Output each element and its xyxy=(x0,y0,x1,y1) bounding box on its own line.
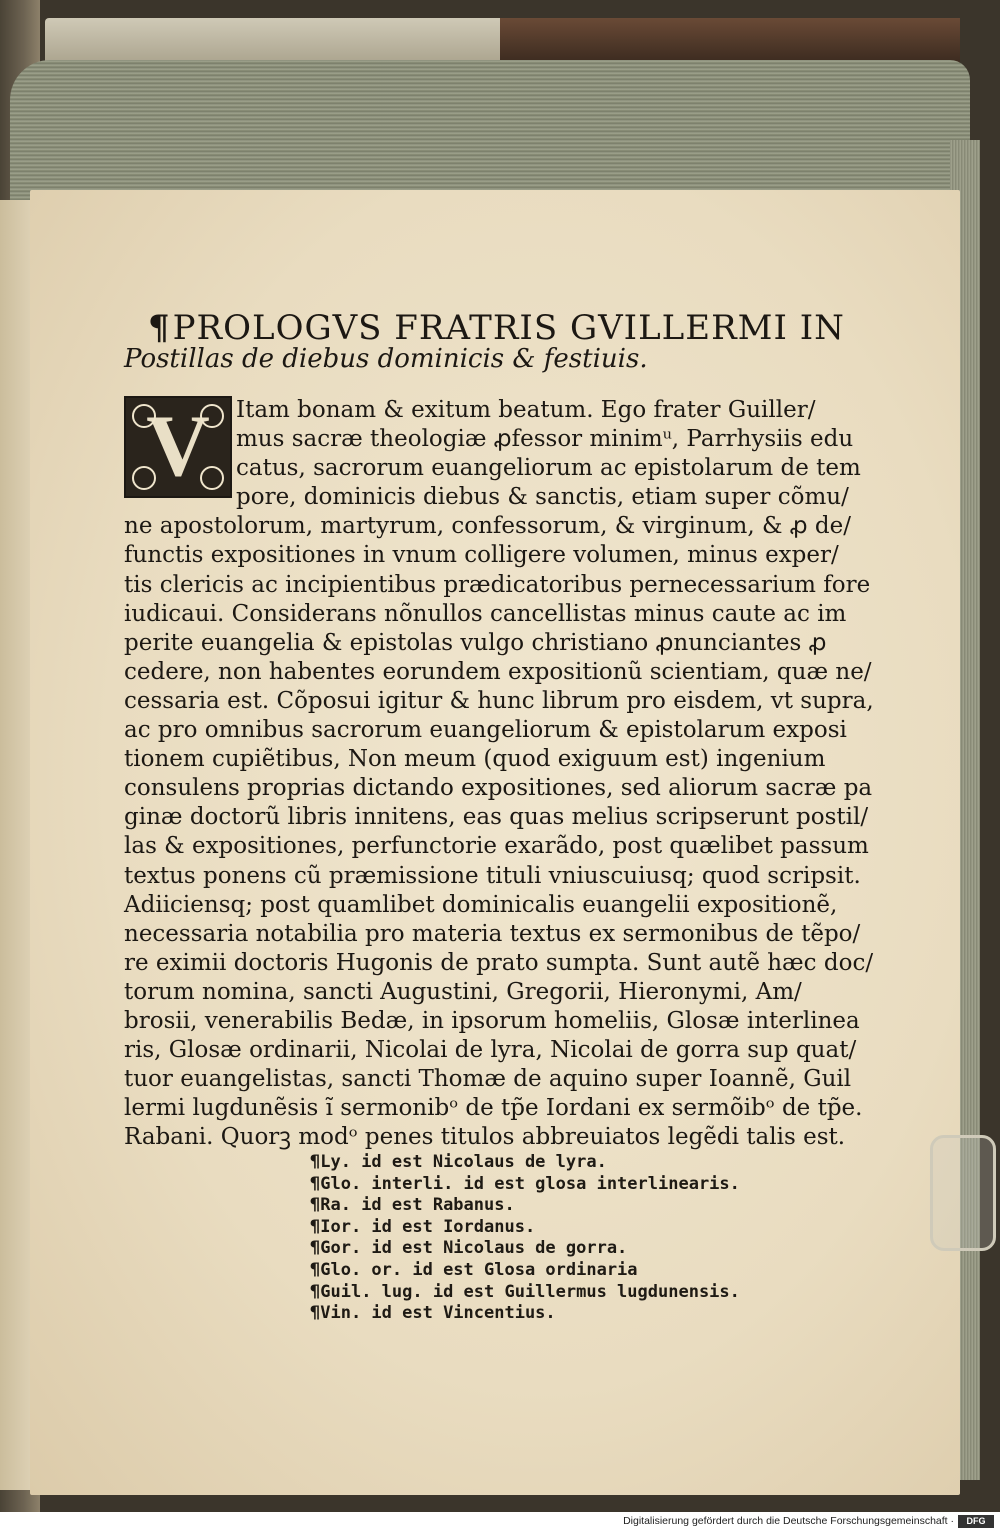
initial-letter: V xyxy=(146,398,210,495)
text-line: consulens proprias dictando expositiones, sed aliorum sacræ pa xyxy=(124,775,873,802)
text-line: ac pro omnibus sacrorum euangeliorum & epistolarum exposi xyxy=(124,717,847,744)
text-line: tuor euangelistas, sancti Thomæ de aquino super Ioannẽ, Guil xyxy=(124,1066,852,1093)
text-line: tionem cupiẽtibus, Non meum (quod exiguum est) ingenium xyxy=(124,746,826,773)
text-line: Rabani. Quorꝫ modᵒ penes titulos abbreuiatos legẽdi talis est. xyxy=(124,1124,846,1151)
abbreviation-item: ¶Ior. id est Iordanus. xyxy=(310,1216,536,1237)
prologue-title: ¶PROLOGVS FRATRIS GVILLERMI IN xyxy=(148,308,845,348)
pilcrow-icon: ¶ xyxy=(310,1259,321,1280)
pilcrow-icon: ¶ xyxy=(310,1216,321,1237)
text-line: brosii, venerabilis Bedæ, in ipsorum homeliis, Glosæ interlinea xyxy=(124,1007,860,1034)
text-line: catus, sacrorum euangeliorum ac epistolarum de tem xyxy=(236,455,861,482)
text-line: cedere, non habentes eorundem expositionũ scientiam, quæ ne/ xyxy=(124,658,872,685)
text-line: Itam bonam & exitum beatum. Ego frater Guiller/ xyxy=(236,397,816,423)
text-line: iudicaui. Considerans nõnullos cancellistas minus caute ac im xyxy=(124,600,847,627)
text-line: Adiiciensq; post quamlibet dominicalis euangelii expositionẽ, xyxy=(124,891,838,918)
abbreviation-item: ¶Ly. id est Nicolaus de lyra. xyxy=(310,1152,607,1172)
pilcrow-icon: ¶ xyxy=(310,1281,321,1302)
prologue-subtitle: Postillas de diebus dominicis & festiuis. xyxy=(124,344,648,374)
pilcrow-icon: ¶ xyxy=(310,1152,321,1172)
text-line: lermi lugdunẽsis ĩ sermonibᵒ de tp̃e Iordani ex sermõibᵒ de tp̃e. xyxy=(124,1095,863,1122)
prologue-body xyxy=(124,396,874,1152)
page-edges-top xyxy=(10,60,970,200)
abbreviation-item: ¶Glo. interli. id est glosa interlinearis. xyxy=(310,1173,740,1194)
book-spine-top xyxy=(500,18,960,64)
funding-notice: Digitalisierung gefördert durch die Deutsche Forschungsgemeinschaft · xyxy=(623,1515,954,1527)
pilcrow-icon: ¶ xyxy=(310,1173,321,1194)
text-line: necessaria notabilia pro materia textus ex sermonibus de tẽpo/ xyxy=(124,920,861,947)
text-line: las & expositiones, perfunctorie exarãdo, post quælibet passum xyxy=(124,833,869,860)
abbreviation-list xyxy=(310,1152,740,1325)
text-line: perite euangelia & epistolas vulgo christiano ꝓnunciantes ꝓ xyxy=(124,629,827,656)
dfg-logo: DFG xyxy=(958,1515,994,1528)
pilcrow-icon: ¶ xyxy=(310,1195,321,1216)
abbreviation-item: ¶Gor. id est Nicolaus de gorra. xyxy=(310,1238,628,1259)
text-line: ris, Glosæ ordinarii, Nicolai de lyra, Nicolai de gorra sup quat/ xyxy=(124,1037,857,1064)
book-clasp xyxy=(930,1135,996,1251)
abbreviation-item: ¶Glo. or. id est Glosa ordinaria xyxy=(310,1259,638,1280)
pilcrow-icon: ¶ xyxy=(148,308,171,348)
pilcrow-icon: ¶ xyxy=(310,1238,321,1259)
text-line: cessaria est. Cõposui igitur & hunc librum pro eisdem, vt supra, xyxy=(124,687,874,714)
text-line: functis expositiones in vnum colligere volumen, minus exper/ xyxy=(124,542,839,569)
abbreviation-item: ¶Guil. lug. id est Guillermus lugdunensis. xyxy=(310,1281,740,1302)
text-line: ginæ doctorũ libris innitens, eas quas melius scripserunt postil/ xyxy=(124,804,869,831)
text-line: pore, dominicis diebus & sanctis, etiam super cõmu/ xyxy=(236,484,849,511)
text-line: mus sacræ theologiæ ꝓfessor minimᵘ, Parrhysiis edu xyxy=(236,426,854,453)
footer-bar xyxy=(0,1512,1000,1531)
text-line: torum nomina, sancti Augustini, Gregorii, Hieronymi, Am/ xyxy=(124,978,802,1005)
pilcrow-icon: ¶ xyxy=(310,1303,321,1324)
text-line: textus ponens cũ præmissione tituli vniuscuiusq; quod scripsit. xyxy=(124,862,861,889)
abbreviation-item: ¶Vin. id est Vincentius. xyxy=(310,1303,556,1324)
book-headband xyxy=(45,18,505,66)
text-line: ne apostolorum, martyrum, confessorum, & virginum, & ꝓ de/ xyxy=(124,513,851,540)
abbreviation-item: ¶Ra. id est Rabanus. xyxy=(310,1195,515,1216)
text-line: re eximii doctoris Hugonis de prato sumpta. Sunt autẽ hæc doc/ xyxy=(124,949,874,976)
text-line: tis clericis ac incipientibus prædicatoribus pernecessarium fore xyxy=(124,571,871,598)
